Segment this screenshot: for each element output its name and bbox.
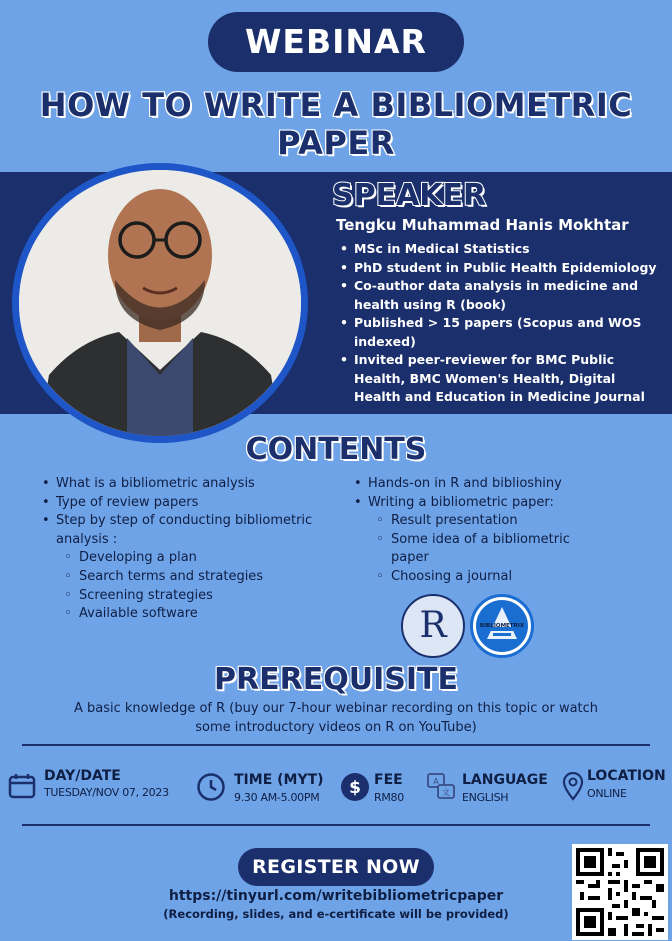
location-value: ONLINE	[587, 787, 627, 800]
sub-list-item: ◦ Result presentation	[354, 512, 644, 531]
credential-item: • PhD student in Public Health Epidemiology	[340, 259, 662, 278]
bibliometrix-logo-text: BIBLIOMETRIX	[479, 623, 525, 629]
list-item: • Hands-on in R and biblioshiny	[354, 475, 644, 494]
credential-item: • Invited peer-reviewer for BMC Public Health, BMC Women's Health, Digital Health and Education in Medicine Journal	[340, 351, 662, 407]
date-value: TUESDAY/NOV 07, 2023	[44, 786, 169, 799]
speaker-name: Tengku Muhammad Hanis Mokhtar	[336, 216, 629, 234]
r-logo: R	[401, 594, 465, 658]
page-title	[20, 86, 652, 162]
fee-value: RM80	[374, 791, 404, 804]
clock-icon	[196, 772, 226, 802]
language-icon	[426, 772, 456, 802]
sub-list-item: ◦ Some idea of a bibliometric	[354, 531, 644, 550]
language-label: LANGUAGE	[462, 772, 548, 788]
register-link[interactable]: https://tinyurl.com/writebibliometricpaper	[168, 888, 504, 904]
sub-list-item: ◦ Available software	[42, 605, 352, 624]
time-label: TIME (MYT)	[234, 772, 324, 788]
qr-code-icon[interactable]	[572, 844, 668, 940]
list-item: • Writing a bibliometric paper:	[354, 494, 644, 513]
title-line-2: PAPER	[277, 124, 395, 162]
contents-list-right	[354, 475, 644, 587]
contents-heading: CONTENTS	[245, 432, 427, 467]
speaker-photo	[12, 163, 308, 443]
sub-list-item-continuation-text: paper	[391, 550, 429, 566]
location-pin-icon	[562, 772, 584, 802]
language-value: ENGLISH	[462, 791, 509, 804]
svg-text:$: $	[349, 778, 361, 798]
svg-text:A: A	[433, 777, 439, 786]
date-label: DAY/DATE	[44, 768, 121, 784]
list-item-continuation: analysis :	[56, 531, 118, 547]
divider-bottom	[22, 824, 650, 826]
title-line-1: HOW TO WRITE A BIBLIOMETRIC	[39, 86, 633, 124]
speaker-heading: SPEAKER	[332, 178, 487, 213]
prerequisite-heading: PREREQUISITE	[214, 662, 458, 697]
list-item: • What is a bibliometric analysis	[42, 475, 352, 494]
credential-item: • Published > 15 papers (Scopus and WOS indexed)	[340, 314, 662, 351]
credential-item: • MSc in Medical Statistics	[340, 240, 662, 259]
webinar-badge: WEBINAR	[208, 12, 464, 72]
speaker-credentials	[340, 240, 662, 407]
sub-list-item: ◦ Screening strategies	[42, 587, 352, 606]
divider-top	[22, 744, 650, 746]
contents-list-left	[42, 475, 352, 624]
calendar-icon	[8, 772, 36, 800]
register-note: (Recording, slides, and e-certificate will be provided)	[163, 907, 509, 921]
fee-label: FEE	[374, 772, 403, 788]
list-item: • Step by step of conducting bibliometric	[42, 512, 352, 531]
time-value: 9.30 AM-5.00PM	[234, 791, 320, 804]
svg-text:文: 文	[442, 788, 450, 797]
dollar-icon	[340, 772, 370, 802]
list-item: • Type of review papers	[42, 494, 352, 513]
bibliometrix-logo	[470, 594, 534, 658]
sub-list-item: ◦ Developing a plan	[42, 549, 352, 568]
location-label: LOCATION	[587, 768, 666, 784]
sub-list-item: ◦ Choosing a journal	[354, 568, 644, 587]
sub-list-item-continuation	[354, 549, 644, 568]
sub-list-item: ◦ Search terms and strategies	[42, 568, 352, 587]
prerequisite-text: A basic knowledge of R (buy our 7-hour webinar recording on this topic or watch some introductory videos on R on YouTube)	[73, 701, 599, 735]
register-now-button[interactable]: REGISTER NOW	[238, 848, 434, 886]
credential-item: • Co-author data analysis in medicine and health using R (book)	[340, 277, 662, 314]
